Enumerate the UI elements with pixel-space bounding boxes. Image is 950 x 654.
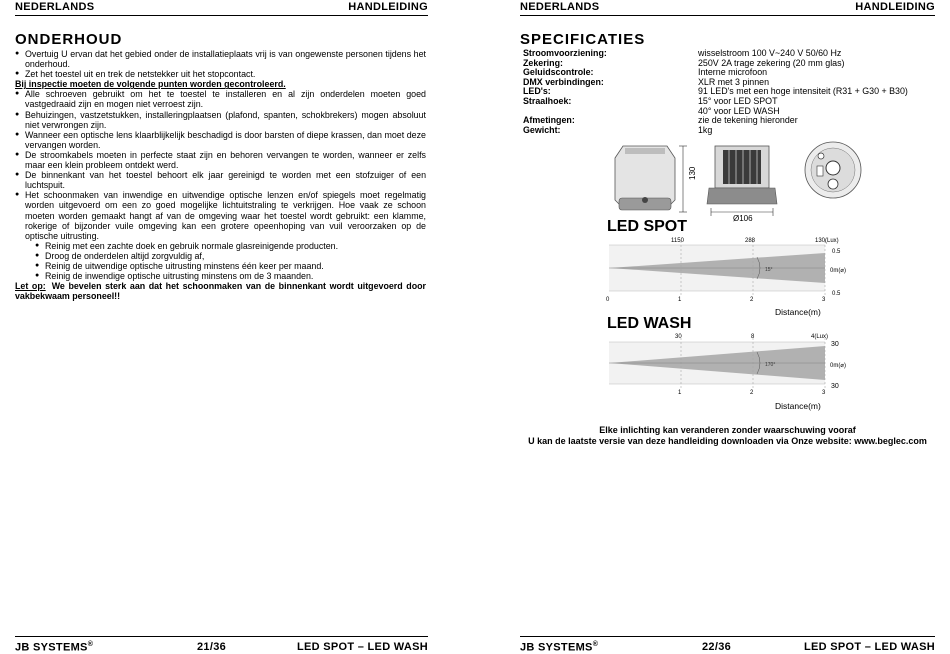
footer-brand: JB SYSTEMS® [520,641,599,654]
bullet-icon: ● [35,241,40,249]
radius-label: 30 [831,383,839,390]
spec-row: Afmetingen: zie de tekening hieronder [523,115,798,126]
header-divider [520,15,935,16]
lux-label: 1150 [671,238,684,244]
x-tick-label: 3 [822,297,826,303]
bullet-icon: ● [15,110,20,118]
header-language: NEDERLANDS [15,1,95,13]
sub-list-item: ● Reinig de uitwendige optische uitrusting minstens één keer per maand. [35,260,324,271]
bullet-icon: ● [15,130,20,138]
lux-label: 288 [745,238,756,244]
spec-row: Straalhoek: 15° voor LED SPOT [523,95,778,106]
disclaimer-notes [520,425,935,447]
inspection-heading: Bij inspectie moeten de volgende punten worden gecontroleerd. [15,79,286,90]
radius-label: 0m(⌀) [830,268,846,274]
chart-title: LED WASH [607,315,692,332]
lux-label: 30 [675,334,682,340]
led-spot-beam-chart [605,219,865,321]
spec-row: DMX verbindingen: XLR met 3 pinnen [523,76,770,87]
warning-text: We bevelen sterk aan dat het schoonmaken van de binnenkant wordt uitgevoerd door vakbekwaam personeel!! [15,281,426,302]
bullet-icon: ● [15,171,20,179]
beam-angle-label: 15° [765,267,773,273]
list-item: ● Wanneer een optische lens klaarblijkelijk beschadigd is door barsten of diepe krassen, dan moet deze vervangen worden. [15,129,426,150]
header-doc-type: HANDLEIDING [855,1,935,13]
footer-brand: JB SYSTEMS® [15,641,94,654]
list-item: ● Behuizingen, vastzetstukken, installeringplaatsen (plafond, spanten, schokbrekers) mogen absoluut niet verwrongen zijn. [15,109,426,130]
bullet-icon: ● [15,70,20,78]
x-tick-label: 1 [678,390,682,396]
warning-note [15,281,426,301]
right-page [520,0,935,654]
beam-angle-label: 170° [765,362,776,368]
rear-view-drawing [805,142,861,198]
header-divider [15,15,428,16]
led-wash-beam-chart [605,316,865,414]
lux-label: 130(Lux) [815,238,839,244]
footer-divider [520,636,935,637]
beam-diagram [605,316,865,414]
registered-mark: ® [592,641,599,648]
diameter-dimension: Ø106 [733,214,753,222]
radius-label: 0m(⌀) [830,363,846,369]
spec-row: 40° voor LED WASH [698,105,780,116]
disclaimer-line: Elke inlichting kan veranderen zonder waarschuwing vooraf [599,425,856,435]
maintenance-text [15,49,426,301]
page-header [520,0,935,15]
website-line: U kan de laatste versie van deze handleiding downloaden via Onze website: www.beglec.com [528,436,927,446]
footer-divider [15,636,428,637]
left-page [15,0,428,654]
x-tick-label: 3 [822,390,826,396]
beam-diagram [605,219,865,321]
bullet-icon: ● [15,90,20,98]
bullet-icon: ● [35,272,40,280]
x-tick-label: 0 [606,297,610,303]
x-tick-label: 1 [678,297,682,303]
section-title: ONDERHOUD [15,31,123,48]
dimension-drawings [605,140,865,222]
page-footer [15,640,428,654]
bullet-icon: ● [35,261,40,269]
lux-label: 4(Lux) [811,334,829,340]
front-view-drawing [707,146,777,222]
header-doc-type: HANDLEIDING [348,1,428,13]
sub-list-item: ● Reinig met een zachte doek en gebruik normale glasreinigende producten. [35,240,339,251]
page-number: 21/36 [197,641,227,653]
sub-list-item: ● Droog de onderdelen altijd zorgvuldig af, [35,250,205,261]
spec-row: LED's: 91 LED's met een hoge intensiteit (R31 + G30 + B30) [523,86,908,97]
bullet-icon: ● [15,150,20,158]
sub-list-item: ● Reinig de inwendige optische uitrusting minstens om de 3 maanden. [35,271,314,282]
height-dimension: 130 [688,166,697,180]
side-view-drawing [615,146,697,212]
bullet-icon: ● [15,191,20,199]
footer-product: LED SPOT – LED WASH [297,641,428,653]
x-axis-label: Distance(m) [775,307,821,317]
list-item: ● Overtuig U ervan dat het gebied onder de installatieplaats vrij is van ongewenste personen tijdens het onderhoud. [15,49,426,70]
spec-row: Stroomvoorziening: wisselstroom 100 V~240 V 50/60 Hz [523,48,842,58]
x-tick-label: 2 [750,390,754,396]
bullet-icon: ● [15,50,20,57]
list-item: ● Zet het toestel uit en trek de netstekker uit het stopcontact. [15,69,256,80]
list-item: ● De binnenkant van het toestel behoort elk jaar gereinigd te worden met een stofzuiger of een luchtspuit. [15,170,426,191]
chart-title: LED SPOT [607,218,688,235]
page-footer [520,640,935,654]
page-header [15,0,428,15]
page-number: 22/36 [702,641,732,653]
spec-row: Gewicht: 1kg [523,124,713,135]
list-item: ● Het schoonmaken van inwendige en uitwendige optische lenzen en/of spiegels moet regelmatig worden uitgevoerd om een zo goed mogelijke lichtuitstraling te verkrijgen. Hoe vaak ze schoon moeten worden gemaakt hangt af van de omgeving waar het toestel wordt gebruikt: een klamme, rokerige of bijzonder vuile omgeving kan een grotere opeenhoping van vuil veroorzaken op de optische uitrusting. [15,190,426,241]
radius-label: 0.5 [832,249,841,255]
spec-row: Zekering: 250V 2A trage zekering (20 mm glas) [523,57,845,68]
lux-label: 8 [751,334,755,340]
spec-table [523,49,935,135]
footer-product: LED SPOT – LED WASH [804,641,935,653]
list-item: ● De stroomkabels moeten in perfecte staat zijn en behoren vervangen te worden, wanneer er zelfs maar een klein probleem ontdekt werd. [15,149,426,171]
x-axis-label: Distance(m) [775,401,821,411]
section-title: SPECIFICATIES [520,31,646,48]
header-language: NEDERLANDS [520,1,600,13]
warning-label: Let op: [15,281,46,292]
radius-label: 30 [831,341,839,348]
registered-mark: ® [87,641,94,648]
bullet-icon: ● [35,251,40,259]
list-item: ● Alle schroeven gebruikt om het te toestel te installeren en al zijn onderdelen moeten goed vastgedraaid zijn en mogen niet verroest zijn. [15,89,426,110]
x-tick-label: 2 [750,297,754,303]
spec-row: Geluidscontrole: Interne microfoon [523,67,768,78]
radius-label: 0.5 [832,291,841,297]
